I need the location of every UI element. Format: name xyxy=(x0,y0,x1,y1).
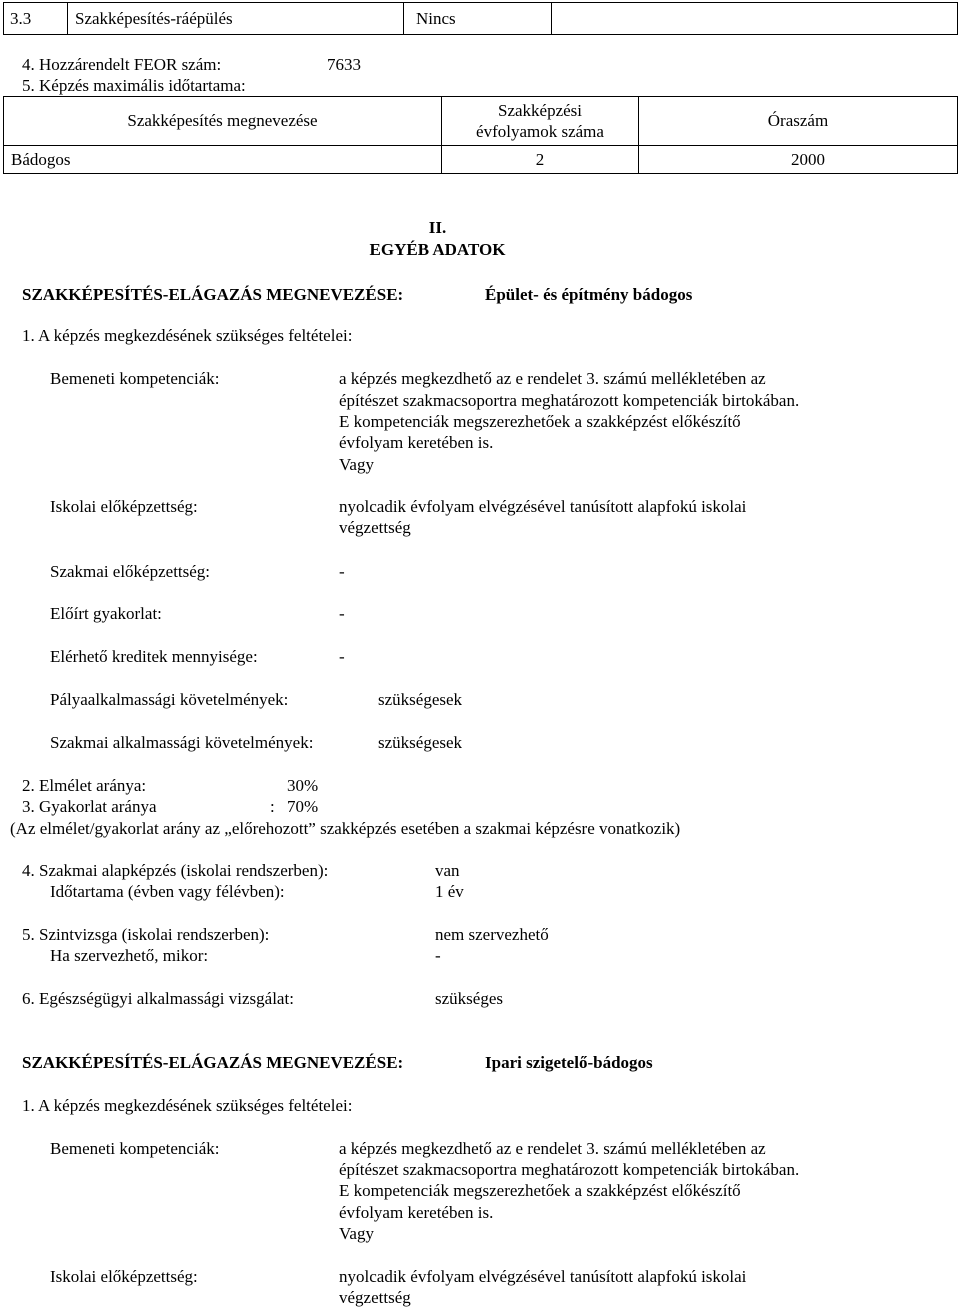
branch-2-input-line-3: E kompetenciák megszerezhetőek a szakképzést előkészítő xyxy=(339,1181,741,1200)
level-exam-label: 5. Szintvizsga (iskolai rendszerben): xyxy=(22,925,270,944)
branch-1-prereq-heading: 1. A képzés megkezdésének szükséges feltételei: xyxy=(22,326,353,345)
branch-1-school-line-2: végzettség xyxy=(339,518,411,537)
req-professional-label: Szakmai alkalmassági követelmények: xyxy=(50,733,314,752)
health-exam-value: szükséges xyxy=(435,989,503,1008)
branch-1-input-line-4: évfolyam keretében is. xyxy=(339,433,494,452)
header-hours: Óraszám xyxy=(639,97,958,146)
feor-value: 7633 xyxy=(327,55,361,74)
branch-1-input-line-1: a képzés megkezdhető az e rendelet 3. számú mellékletében az xyxy=(339,369,766,388)
ratio-note: (Az elmélet/gyakorlat arány az „előrehozott” szakképzés esetében a szakmai képzésre vonatkozik) xyxy=(10,819,681,838)
practice-ratio-sep: : xyxy=(270,797,275,816)
section-title: EGYÉB ADATOK xyxy=(369,240,506,259)
top-row-value: Nincs xyxy=(404,3,552,35)
row-qualification-name: Bádogos xyxy=(4,146,442,174)
req-career-label: Pályaalkalmassági követelmények: xyxy=(50,690,289,709)
req-prior-training-value: - xyxy=(339,562,345,581)
branch-1-input-line-5: Vagy xyxy=(339,455,374,474)
duration-table xyxy=(3,96,958,174)
branch-1-input-line-2: építészet szakmacsoportra meghatározott kompetenciák birtokában. xyxy=(339,391,800,410)
top-row-table xyxy=(3,2,958,35)
req-credits-value: - xyxy=(339,647,345,666)
branch-1-name: Épület- és építmény bádogos xyxy=(485,285,693,304)
req-credits-label: Elérhető kreditek mennyisége: xyxy=(50,647,258,666)
branch-2-input-line-4: évfolyam keretében is. xyxy=(339,1203,494,1222)
branch-2-school-line-2: végzettség xyxy=(339,1288,411,1307)
req-practice-label: Előírt gyakorlat: xyxy=(50,604,162,623)
branch-1-school-line-1: nyolcadik évfolyam elvégzésével tanúsított alapfokú iskolai xyxy=(339,497,747,516)
req-prior-training-label: Szakmai előképzettség: xyxy=(50,562,211,581)
basic-training-label: 4. Szakmai alapképzés (iskolai rendszerben): xyxy=(22,861,329,880)
header-grades-line2: évfolyamok száma xyxy=(476,122,604,141)
feor-label: 4. Hozzárendelt FEOR szám: xyxy=(22,55,222,74)
basic-training-duration-value: 1 év xyxy=(435,882,464,901)
header-grades-line1: Szakképzési xyxy=(497,100,583,120)
branch-2-input-label: Bemeneti kompetenciák: xyxy=(50,1139,220,1158)
branch-1-input-line-3: E kompetenciák megszerezhetőek a szakképzést előkészítő xyxy=(339,412,741,431)
level-exam-when-label: Ha szervezhető, mikor: xyxy=(50,946,209,965)
branch-2-input-line-2: építészet szakmacsoportra meghatározott kompetenciák birtokában. xyxy=(339,1160,800,1179)
section-roman: II. xyxy=(428,218,447,237)
branch-2-label: SZAKKÉPESÍTÉS-ELÁGAZÁS MEGNEVEZÉSE: xyxy=(22,1053,404,1072)
req-career-value: szükségesek xyxy=(378,690,463,709)
header-grades xyxy=(442,97,639,146)
branch-2-prereq-heading: 1. A képzés megkezdésének szükséges feltételei: xyxy=(22,1096,353,1115)
basic-training-duration-label: Időtartama (évben vagy félévben): xyxy=(50,882,285,901)
req-practice-value: - xyxy=(339,604,345,623)
branch-1-school-label: Iskolai előképzettség: xyxy=(50,497,198,516)
req-professional-value: szükségesek xyxy=(378,733,463,752)
theory-ratio-value: 30% xyxy=(287,776,319,795)
branch-2-input-line-5: Vagy xyxy=(339,1224,374,1243)
level-exam-when-value: - xyxy=(435,946,441,965)
basic-training-value: van xyxy=(435,861,460,880)
top-row-empty xyxy=(552,3,958,35)
practice-ratio-label: 3. Gyakorlat aránya xyxy=(22,797,157,816)
branch-1-input-label: Bemeneti kompetenciák: xyxy=(50,369,220,388)
theory-ratio-label: 2. Elmélet aránya: xyxy=(22,776,147,795)
branch-2-school-line-1: nyolcadik évfolyam elvégzésével tanúsított alapfokú iskolai xyxy=(339,1267,747,1286)
branch-2-name: Ipari szigetelő-bádogos xyxy=(485,1053,653,1072)
branch-2-school-label: Iskolai előképzettség: xyxy=(50,1267,198,1286)
row-grades: 2 xyxy=(442,146,639,174)
practice-ratio-value: 70% xyxy=(287,797,319,816)
branch-1-label: SZAKKÉPESÍTÉS-ELÁGAZÁS MEGNEVEZÉSE: xyxy=(22,285,404,304)
level-exam-value: nem szervezhető xyxy=(435,925,549,944)
top-row-number: 3.3 xyxy=(4,3,68,35)
row-hours: 2000 xyxy=(639,146,958,174)
top-row-name: Szakképesítés-ráépülés xyxy=(68,3,404,35)
health-exam-label: 6. Egészségügyi alkalmassági vizsgálat: xyxy=(22,989,294,1008)
branch-2-input-line-1: a képzés megkezdhető az e rendelet 3. számú mellékletében az xyxy=(339,1139,766,1158)
duration-heading: 5. Képzés maximális időtartama: xyxy=(22,76,246,95)
header-qualification-name: Szakképesítés megnevezése xyxy=(4,97,442,146)
